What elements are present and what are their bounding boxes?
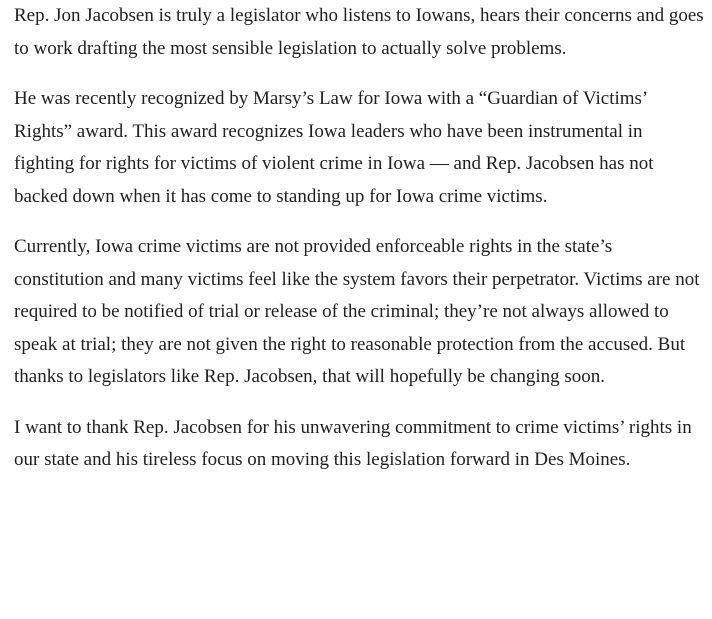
article-paragraph: He was recently recognized by Marsy’s Law for Iowa with a “Guardian of Victims’ Rights” award. This award recognizes Iowa leaders who have been instrumental in fighting for rights for victims of violent crime in Iowa — and Rep. Jacobsen has not backed down when it has come to standing up for Iowa crime victims. — [14, 88, 654, 207]
article-paragraph: Currently, Iowa crime victims are not provided enforceable rights in the state’s constitution and many victims feel like the system favors their perpetrator. Victims are not required to be notified of trial or release of the criminal; they’re not always allowed to speak at trial; they are not given the right to reasonable protection from the accused. But thanks to legislators like Rep. Jacobsen, that will hopefully be changing soon. — [14, 236, 700, 387]
article-paragraph: Rep. Jon Jacobsen is truly a legislator who listens to Iowans, hears their concerns and goes to work drafting the most sensible legislation to actually solve problems. — [14, 5, 704, 59]
article-paragraph: I want to thank Rep. Jacobsen for his unwavering commitment to crime victims’ rights in our state and his tireless focus on moving this legislation forward in Des Moines. — [14, 416, 692, 470]
